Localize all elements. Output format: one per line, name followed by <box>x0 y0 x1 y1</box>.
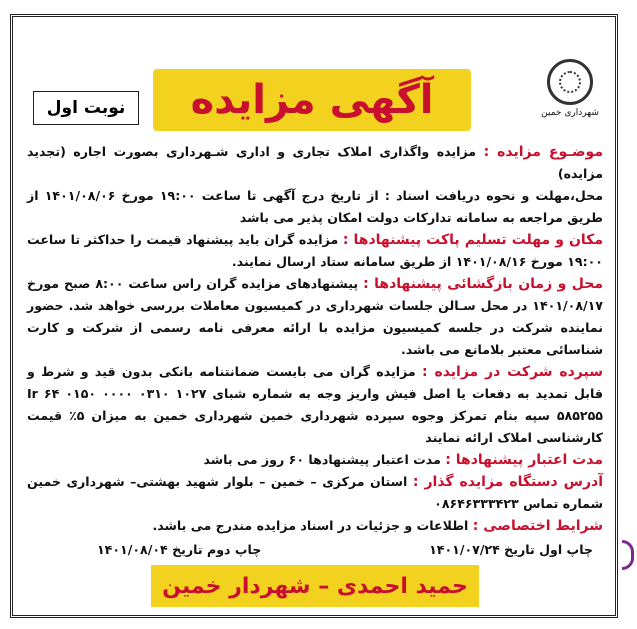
section-text: اطلاعات و جزئیات در اسناد مزایده مندرج می باشد. <box>152 518 469 533</box>
logo-text: شهرداری خمین <box>541 108 599 118</box>
section-address <box>27 471 603 515</box>
section-text: مزایده واگذاری املاک تجاری و اداری شـهرداری بصورت اجاره (تجدید مزایده) <box>27 144 603 181</box>
section-documents <box>27 185 603 229</box>
signature-text: حمید احمدی – شهردار خمین <box>162 573 468 599</box>
section-text: استان مرکزی – خمین – بلوار شهید بهشتی– شهرداری خمین شماره تماس ۰۸۶۴۶۳۳۳۴۲۳ <box>27 474 603 511</box>
publication-dates <box>27 539 603 561</box>
title-banner <box>153 69 471 131</box>
section-label: محل و زمان بازگشائی پیشنهادها : <box>363 276 603 292</box>
emblem-icon <box>547 59 593 105</box>
notice-body <box>27 141 603 561</box>
section-text: مدت اعتبار پیشنهادها ۶۰ روز می باشد <box>203 452 441 467</box>
section-subject <box>27 141 603 185</box>
section-label: سپرده شرکت در مزایده : <box>422 364 603 380</box>
header <box>13 17 615 137</box>
page-title: آگهی مزایده <box>190 77 434 123</box>
second-print-date: چاپ دوم تاریخ ۱۴۰۱/۰۸/۰۴ <box>97 542 262 557</box>
section-opening <box>27 273 603 361</box>
section-label: موضـوع مزایده : <box>483 144 604 160</box>
section-validity <box>27 449 603 471</box>
section-label: مکان و مهلت تسلیم پاکت پیشنهادها : <box>342 232 603 248</box>
section-submission <box>27 229 603 273</box>
section-special <box>27 515 603 537</box>
section-text: محل،مهلت و نحوه دریافت اسناد : از تاریخ درج آگهی تا ساعت ۱۹:۰۰ مورخ ۱۴۰۱/۰۸/۰۶ از طریق مراجعه به سامانه تدارکات دولت امکان پذیر می باشد <box>27 188 604 225</box>
round-badge: نوبت اول <box>33 91 139 125</box>
first-print-date: چاپ اول تاریخ ۱۴۰۱/۰۷/۲۴ <box>429 542 593 557</box>
signature-banner <box>151 565 479 607</box>
section-label: مدت اعتبار پیشنهادها : <box>445 452 603 468</box>
section-label: شرایط اختصاصی : <box>472 518 603 534</box>
advertisement-frame <box>10 14 618 618</box>
edge-bracket-icon <box>622 540 634 570</box>
section-text: مزایده گران می بایست ضمانتنامه بانکی بدون قید و شرط و قابل تمدید به دفعات یا اصل فیش واریز وجه به شماره شبای Ir ۶۴ ۰۱۵۰ ۰۰۰۰ ۰۳۱۰ ۱۰۲۷ ۵۸۵۲۵۵ سپه بنام تمرکز وجوه سپرده شهرداری خمین شهرداری خمین به میزان ۵٪ قیمت کارشناسی املاک ارائه نمایند <box>27 364 603 445</box>
section-label: آدرس دستگاه مزایده گذار : <box>412 474 604 490</box>
municipality-logo <box>541 59 599 131</box>
section-deposit <box>27 361 603 449</box>
section-text: پیشنهادهای مزایده گران راس ساعت ۸:۰۰ صبح مورخ ۱۴۰۱/۰۸/۱۷ در محل سـالن جلسات شهرداری در کمیسیون معاملات بررسی خواهد شد. حضور نماینده شرکت در جلسه کمیسیون مزایده با ارائه معرفی نامه رسمی از شرکت و کارت شناسائی معتبر بلامانع می باشد. <box>27 276 603 357</box>
section-text: مزایده گران باید پیشنهاد قیمت را حداکثر تا ساعت ۱۹:۰۰ مورخ ۱۴۰۱/۰۸/۱۶ از طریق سامانه ستاد ارسال نمایند. <box>27 232 603 269</box>
